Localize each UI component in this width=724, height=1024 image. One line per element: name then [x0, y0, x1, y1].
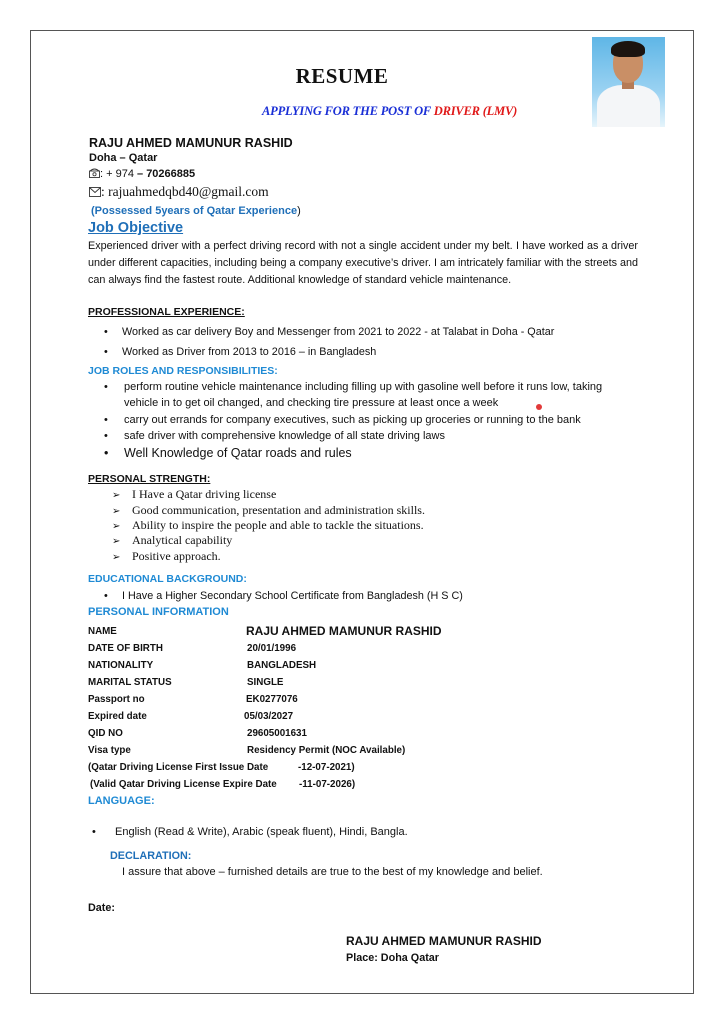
- arrow-bullet-icon: ➢: [112, 552, 121, 563]
- profile-photo: [592, 37, 665, 127]
- arrow-bullet-icon: ➢: [112, 506, 121, 517]
- bullet-dot: •: [104, 590, 108, 602]
- applying-prefix: APPLYING FOR THE POST OF: [262, 104, 434, 118]
- list-item: [112, 549, 221, 564]
- list-item: [104, 428, 639, 444]
- list-item: [92, 826, 408, 838]
- strength-item: Positive approach.: [132, 549, 221, 563]
- experience-item: Worked as car delivery Boy and Messenger from 2021 to 2022 - at Talabat in Doha - Qatar: [122, 326, 555, 338]
- bullet-dot: •: [104, 430, 108, 442]
- name-label: NAME: [88, 626, 117, 637]
- dob-label: DATE OF BIRTH: [88, 643, 163, 654]
- arrow-bullet-icon: ➢: [112, 490, 121, 501]
- passport-label: Passport no: [88, 694, 145, 705]
- expired-date-label: Expired date: [88, 711, 147, 722]
- role-item: safe driver with comprehensive knowledge of all state driving laws: [124, 430, 445, 442]
- language-heading: LANGUAGE:: [88, 795, 155, 807]
- personal-strength-heading: PERSONAL STRENGTH:: [88, 473, 211, 485]
- bullet-dot: •: [104, 381, 108, 393]
- experience-item: Worked as Driver from 2013 to 2016 – in Bangladesh: [122, 346, 377, 358]
- role-item: carry out errands for company executives, such as picking up groceries or running to the bank: [124, 414, 581, 426]
- experience-note-text: (Possessed 5years of Qatar Experience: [91, 205, 298, 217]
- experience-note: [91, 205, 301, 217]
- dob-value: 20/01/1996: [247, 643, 297, 654]
- expired-date-value: 05/03/2027: [244, 711, 294, 722]
- telephone-icon: [89, 168, 100, 178]
- name-value: RAJU AHMED MAMUNUR RASHID: [246, 624, 442, 638]
- language-text: English (Read & Write), Arabic (speak fluent), Hindi, Bangla.: [115, 826, 408, 838]
- phone-prefix: : + 974: [100, 168, 138, 180]
- list-item: [112, 518, 424, 533]
- qid-value: 29605001631: [247, 728, 307, 739]
- arrow-bullet-icon: ➢: [112, 536, 121, 547]
- candidate-location: Doha – Qatar: [89, 152, 158, 164]
- role-item: Well Knowledge of Qatar roads and rules: [124, 446, 352, 460]
- candidate-name: RAJU AHMED MAMUNUR RASHID: [89, 136, 293, 150]
- strength-item: Ability to inspire the people and able to tackle the situations.: [132, 518, 424, 532]
- signature-place: Place: Doha Qatar: [346, 952, 440, 964]
- license-issue-value: -12-07-2021): [298, 762, 355, 773]
- passport-value: EK0277076: [246, 694, 298, 705]
- list-item: [112, 533, 232, 548]
- bullet-dot: •: [104, 414, 108, 426]
- date-label: Date:: [88, 902, 115, 914]
- nationality-label: NATIONALITY: [88, 660, 154, 671]
- declaration-text: I assure that above – furnished details are true to the best of my knowledge and belief.: [122, 866, 543, 878]
- declaration-heading: DECLARATION:: [110, 850, 192, 862]
- marital-status-label: MARITAL STATUS: [88, 677, 172, 688]
- personal-info-heading: PERSONAL INFORMATION: [88, 606, 229, 618]
- bullet-dot: •: [104, 446, 109, 460]
- signature-name: RAJU AHMED MAMUNUR RASHID: [346, 934, 542, 948]
- resume-title: RESUME: [295, 64, 389, 88]
- license-expire-label: (Valid Qatar Driving License Expire Date: [90, 779, 277, 790]
- visa-type-label: Visa type: [88, 745, 131, 756]
- strength-item: Analytical capability: [132, 533, 233, 547]
- email-line: [89, 184, 269, 200]
- job-objective-text: Experienced driver with a perfect driving record with not a single accident under my belt. I have worked as a driver under different capacities, including being a company executive’s driver. I am intricately familiar with the streets and can always find the fastest route. Additional knowledge of standard vehicle maintenance.: [88, 240, 638, 286]
- list-item: [104, 445, 639, 461]
- strength-item: Good communication, presentation and administration skills.: [132, 503, 425, 517]
- experience-note-close: ): [297, 205, 301, 217]
- list-item: [104, 379, 639, 411]
- phone-line: [89, 168, 195, 180]
- bullet-dot: •: [104, 346, 108, 358]
- applying-post: DRIVER (LMV): [433, 104, 518, 118]
- red-mark: [536, 404, 542, 410]
- list-item: [104, 412, 639, 428]
- education-heading: EDUCATIONAL BACKGROUND:: [88, 573, 247, 585]
- email-address: : rajuahmedqbd40@gmail.com: [101, 184, 269, 199]
- bullet-dot: •: [92, 826, 96, 838]
- list-item: [104, 346, 376, 358]
- arrow-bullet-icon: ➢: [112, 521, 121, 532]
- professional-experience-heading: PROFESSIONAL EXPERIENCE:: [88, 306, 245, 318]
- list-item: [112, 503, 425, 518]
- nationality-value: BANGLADESH: [247, 660, 317, 671]
- license-expire-value: -11-07-2026): [299, 779, 356, 790]
- marital-status-value: SINGLE: [247, 677, 284, 688]
- role-item: perform routine vehicle maintenance including filling up with gasoline well before it runs low, taking vehicle in to get oil changed, and checking tire pressure at least once a week: [124, 381, 603, 409]
- qid-label: QID NO: [88, 728, 123, 739]
- envelope-icon: [89, 187, 101, 197]
- applying-for-post: [262, 104, 517, 119]
- list-item: [104, 590, 463, 602]
- photo-shirt: [597, 85, 660, 127]
- phone-number: – 70266885: [137, 168, 196, 180]
- list-item: [104, 326, 554, 338]
- job-objective-heading: Job Objective: [88, 220, 184, 236]
- bullet-dot: •: [104, 326, 108, 338]
- photo-hair: [611, 41, 645, 57]
- strength-item: I Have a Qatar driving license: [132, 487, 277, 501]
- education-item: I Have a Higher Secondary School Certificate from Bangladesh (H S C): [122, 590, 463, 602]
- list-item: [112, 487, 276, 502]
- visa-type-value: Residency Permit (NOC Available): [247, 745, 406, 756]
- license-issue-label: (Qatar Driving License First Issue Date: [88, 762, 269, 773]
- job-roles-heading: JOB ROLES AND RESPONSIBILITIES:: [88, 365, 278, 377]
